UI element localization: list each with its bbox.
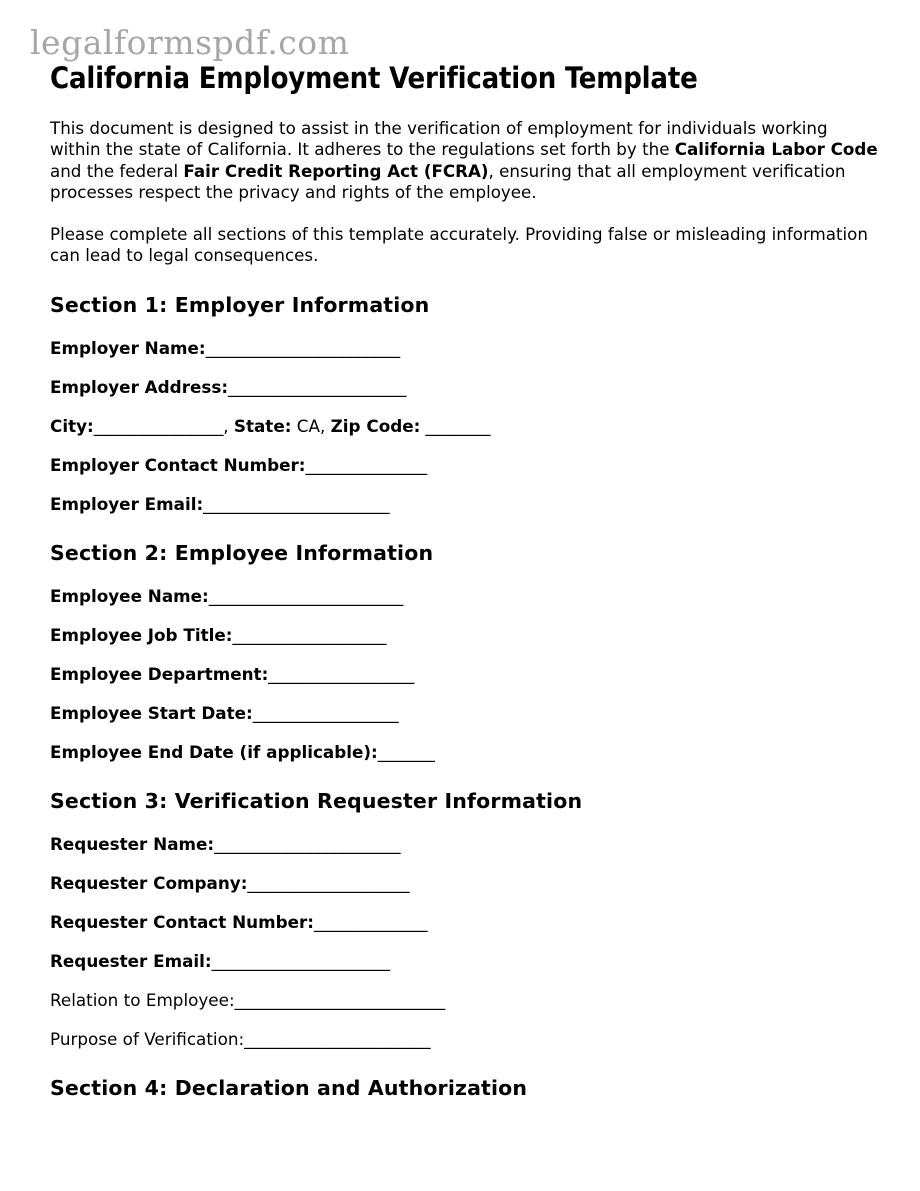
intro-text-part-2: and the federal [50,160,184,181]
field-label-requester-email: Requester Email: [50,951,212,972]
field-blank-employer-address[interactable]: ______________________ [228,377,407,398]
field-label-requester-name: Requester Name: [50,834,215,855]
field-blank-employee-job-title[interactable]: ___________________ [232,625,387,646]
section-heading-1: Section 1: Employer Information [50,293,430,318]
field-row-employee-job-title [50,624,878,646]
field-row-requester-contact-number [50,911,878,933]
field-blank-employer-contact-number[interactable]: _______________ [305,455,427,476]
field-blank-employee-name[interactable]: ________________________ [208,586,403,607]
intro-paragraph-2: Please complete all sections of this template accurately. Providing false or misleading information can lead to legal consequences. [50,223,868,266]
field-blank-employee-end-date[interactable]: _______ [377,742,435,763]
field-label-employer-contact-number: Employer Contact Number: [50,455,306,476]
field-label-employer-name: Employer Name: [50,338,206,359]
field-row-employer-contact-number [50,454,878,476]
field-blank-requester-company[interactable]: ____________________ [247,873,410,894]
field-label-city: City: [50,416,94,437]
field-row-employer-name [50,337,878,359]
field-row-employer-address [50,376,878,398]
field-blank-zip-code[interactable]: ________ [420,416,491,437]
field-blank-employer-email[interactable]: _______________________ [203,494,390,515]
field-label-requester-company: Requester Company: [50,873,248,894]
field-row-requester-name [50,833,878,855]
field-row-relation-to-employee [50,989,878,1011]
field-label-employee-start-date: Employee Start Date: [50,703,253,724]
page-title: California Employment Verification Template [50,61,698,95]
field-row-city-state-zip [50,415,878,437]
intro-text-part-1: This document is designed to assist in the verification of employment for individuals working within the state of California. It adheres to the regulations set forth by the [50,118,828,160]
section-heading-3: Section 3: Verification Requester Information [50,789,583,814]
field-label-employee-job-title: Employee Job Title: [50,625,233,646]
field-label-employee-end-date: Employee End Date (if applicable): [50,742,378,763]
field-row-employee-department [50,663,878,685]
field-label-state: State: [233,416,292,437]
field-label-employee-department: Employee Department: [50,664,269,685]
field-blank-city[interactable]: ________________ [93,416,224,437]
document-content [50,60,878,1101]
field-row-employee-end-date [50,741,878,763]
field-blank-purpose-of-verification[interactable]: _______________________ [244,1029,431,1050]
field-label-requester-contact-number: Requester Contact Number: [50,912,314,933]
field-blank-requester-name[interactable]: _______________________ [214,834,401,855]
field-row-requester-company [50,872,878,894]
field-row-requester-email [50,950,878,972]
field-row-employee-name [50,585,878,607]
field-separator-1: , [223,416,234,437]
field-label-zip-code: Zip Code: [330,416,421,437]
field-row-employer-email [50,493,878,515]
field-separator-2: , [319,416,331,437]
field-blank-requester-contact-number[interactable]: ______________ [313,912,428,933]
intro-text-part-3: , ensuring that all employment verification processes respect the privacy and rights of the employee. [50,160,846,203]
intro-paragraph-1 [50,118,878,204]
field-label-employee-name: Employee Name: [50,586,209,607]
section-heading-2: Section 2: Employee Information [50,541,434,566]
field-blank-employee-department[interactable]: __________________ [268,664,414,685]
field-value-state: CA [291,416,320,437]
field-label-relation-to-employee: Relation to Employee: [50,990,235,1011]
intro-bold-fcra: Fair Credit Reporting Act (FCRA) [183,160,489,181]
field-blank-relation-to-employee[interactable]: __________________________ [234,990,445,1011]
field-label-employer-email: Employer Email: [50,494,204,515]
field-row-employee-start-date [50,702,878,724]
section-heading-4: Section 4: Declaration and Authorization [50,1076,528,1101]
field-label-employer-address: Employer Address: [50,377,229,398]
intro-bold-california-labor-code: California Labor Code [674,139,878,160]
field-blank-employer-name[interactable]: ________________________ [205,338,400,359]
site-watermark: legalformspdf.com [30,23,350,62]
field-blank-employee-start-date[interactable]: __________________ [252,703,399,724]
field-blank-requester-email[interactable]: ______________________ [211,951,390,972]
field-row-purpose-of-verification [50,1028,878,1050]
field-label-purpose-of-verification: Purpose of Verification: [50,1029,245,1050]
